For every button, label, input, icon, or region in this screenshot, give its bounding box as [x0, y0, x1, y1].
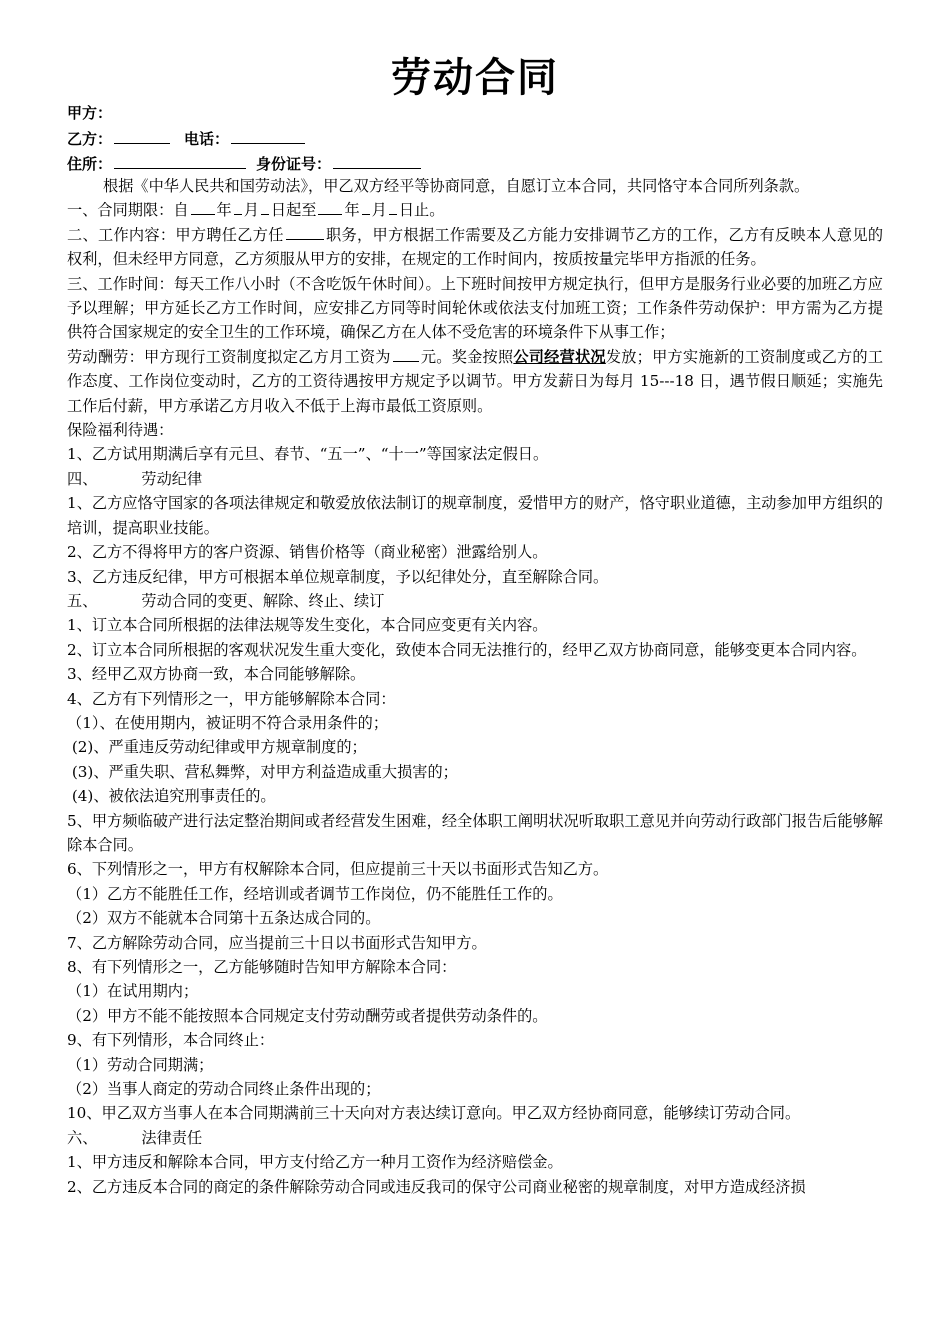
clause-paragraph: 保险福利待遇： — [67, 421, 174, 440]
clause-paragraph: (3)、严重失职、营私舞弊，对甲方利益造成重大损害的； — [67, 762, 458, 781]
clause-paragraph: 2、乙方不得将甲方的客户资源、销售价格等（商业秘密）泄露给别人。 — [67, 543, 548, 562]
clause-paragraph: 10、甲乙双方当事人在本合同期满前三十天向对方表达续订意向。甲乙双方经协商同意，能够续订劳动合同。 — [67, 1104, 801, 1123]
term-text-f: 月 — [371, 201, 387, 220]
section-heading — [67, 467, 883, 491]
clause-paragraph: 1、甲方违反和解除本合同，甲方支付给乙方一种月工资作为经济赔偿金。 — [67, 1153, 563, 1172]
term-text-e: 年 — [344, 201, 360, 220]
section-number: 六、 — [67, 1128, 98, 1147]
pay-text-d: 发放；甲方实施新的工资制度或乙方的工作态度、工作岗位变动时，乙方的工资待遇按甲方规定予以调节。甲方发薪日为每月 15---18 日，遇节假日顺延；实施先工作后付薪，甲方承诺乙方月收入不低于上海市最低工资原则。 — [67, 347, 884, 415]
clause-list — [67, 418, 883, 1199]
phone-label: 电话： — [184, 130, 230, 148]
clause-paragraph: （1）在试用期内； — [67, 982, 199, 1001]
term-start-day-blank[interactable] — [261, 200, 269, 215]
section-title: 劳动合同的变更、解除、终止、续订 — [141, 591, 385, 610]
section-heading — [67, 589, 883, 613]
clause-paragraph: （1）乙方不能胜任工作，经培训或者调节工作岗位，仍不能胜任工作的。 — [67, 884, 563, 903]
position-blank[interactable] — [286, 225, 324, 240]
work-content-text-b: 职务，甲方根据工作需要及乙方能力安排调节乙方的工作，乙方有反映本人意见的权利，但未经甲方同意，乙方须服从甲方的安排，在规定的工作时间内，按质按量完毕甲方指派的任务。 — [67, 225, 884, 269]
party-a-label: 甲方： — [67, 104, 113, 122]
term-text-a: 一、合同期限：自 — [67, 201, 189, 220]
work-time-clause: 三、工作时间：每天工作八小时（不含吃饭午休时间）。上下班时间按甲方规定执行，但甲方是服务行业必要的加班乙方应予以理解；甲方延长乙方工作时间，应安排乙方同等时间轮休或依法支付加班工资；工作条件劳动保护：甲方需为乙方提供符合国家规定的安全卫生的工作环境，确保乙方在人体不受危害的环境条件下从事工作； — [67, 274, 883, 342]
section-heading — [67, 1126, 883, 1150]
address-label: 住所： — [67, 155, 113, 173]
party-b-line — [67, 128, 307, 149]
id-blank[interactable] — [333, 154, 421, 169]
clause-paragraph: 2、乙方违反本合同的商定的条件解除劳动合同或违反我司的保守公司商业秘密的规章制度，对甲方造成经济损 — [67, 1177, 806, 1196]
clause-paragraph: 3、乙方违反纪律，甲方可根据本单位规章制度，予以纪律处分，直至解除合同。 — [67, 567, 609, 586]
work-content-clause — [67, 223, 883, 272]
pay-text-b: 元。奖金按照 — [420, 347, 514, 366]
section-number: 四、 — [67, 469, 98, 488]
document-title: 劳动合同 — [391, 55, 559, 101]
term-text-d: 日起至 — [270, 201, 317, 220]
clause-paragraph: (2)、严重违反劳动纪律或甲方规章制度的； — [67, 738, 367, 757]
party-a-line — [67, 102, 112, 123]
phone-blank[interactable] — [231, 129, 305, 144]
clause-paragraph: 2、订立本合同所根据的客观状况发生重大变化，致使本合同无法推行的，经甲乙双方协商同意，能够变更本合同内容。 — [67, 640, 867, 659]
term-start-month-blank[interactable] — [234, 200, 242, 215]
clause-paragraph: (4)、被依法追究刑事责任的。 — [67, 787, 276, 806]
term-text-c: 月 — [243, 201, 259, 220]
pay-text-a: 劳动酬劳：甲方现行工资制度拟定乙方月工资为 — [67, 347, 391, 366]
address-blank[interactable] — [114, 154, 246, 169]
term-text-b: 年 — [216, 201, 232, 220]
section-title: 劳动纪律 — [141, 469, 203, 488]
clause-paragraph: 9、有下列情形，本合同终止： — [67, 1031, 275, 1050]
clause-paragraph: （1）劳动合同期满； — [67, 1055, 214, 1074]
term-text-g: 日止。 — [398, 201, 445, 220]
clause-paragraph: （2）甲方不能不能按照本合同规定支付劳动酬劳或者提供劳动条件的。 — [67, 1006, 548, 1025]
term-end-day-blank[interactable] — [389, 200, 397, 215]
clause-paragraph: （1）、在使用期内，被证明不符合录用条件的； — [67, 713, 389, 732]
preamble: 根据《中华人民共和国劳动法》，甲乙双方经平等协商同意，自愿订立本合同，共同恪守本合同所列条款。 — [103, 177, 810, 195]
salary-blank[interactable] — [393, 347, 419, 362]
clause-paragraph: 1、乙方试用期满后享有元旦、春节、“五一”、“十一”等国家法定假日。 — [67, 445, 549, 464]
clause-paragraph: 6、下列情形之一，甲方有权解除本合同，但应提前三十天以书面形式告知乙方。 — [67, 860, 609, 879]
section-number: 五、 — [67, 591, 98, 610]
party-b-label: 乙方： — [67, 130, 113, 148]
bonus-basis-text: 公司经营状况 — [513, 347, 606, 366]
term-end-year-blank[interactable] — [318, 200, 342, 215]
term-end-month-blank[interactable] — [362, 200, 370, 215]
term-clause — [67, 198, 883, 222]
clause-paragraph: （2）双方不能就本合同第十五条达成合同的。 — [67, 909, 381, 928]
term-start-year-blank[interactable] — [191, 200, 215, 215]
clause-paragraph: 8、有下列情形之一，乙方能够随时告知甲方解除本合同： — [67, 958, 457, 976]
clause-paragraph: 4、乙方有下列情形之一，甲方能够解除本合同： — [67, 689, 396, 708]
clause-paragraph: 3、经甲乙双方协商一致，本合同能够解除。 — [67, 665, 366, 684]
clause-paragraph: （2）当事人商定的劳动合同终止条件出现的； — [67, 1080, 381, 1099]
contract-body — [67, 174, 883, 1199]
clause-paragraph: 5、甲方频临破产进行法定整治期间或者经营发生困难，经全体职工阐明状况听取职工意见并向劳动行政部门报告后能够解除本合同。 — [67, 811, 883, 854]
clause-paragraph: 7、乙方解除劳动合同，应当提前三十日以书面形式告知甲方。 — [67, 933, 487, 952]
pay-clause — [67, 345, 883, 418]
clause-paragraph: 1、订立本合同所根据的法律法规等发生变化，本合同应变更有关内容。 — [67, 616, 548, 635]
work-content-text-a: 二、工作内容：甲方聘任乙方任 — [67, 225, 284, 244]
address-line — [67, 153, 423, 174]
clause-paragraph: 1、乙方应恪守国家的各项法律规定和敬爱放依法制订的规章制度，爱惜甲方的财产，恪守职业道德，主动参加甲方组织的培训，提高职业技能。 — [67, 494, 883, 537]
section-title: 法律责任 — [141, 1128, 203, 1147]
party-b-blank[interactable] — [114, 129, 170, 144]
id-label: 身份证号： — [256, 155, 332, 173]
